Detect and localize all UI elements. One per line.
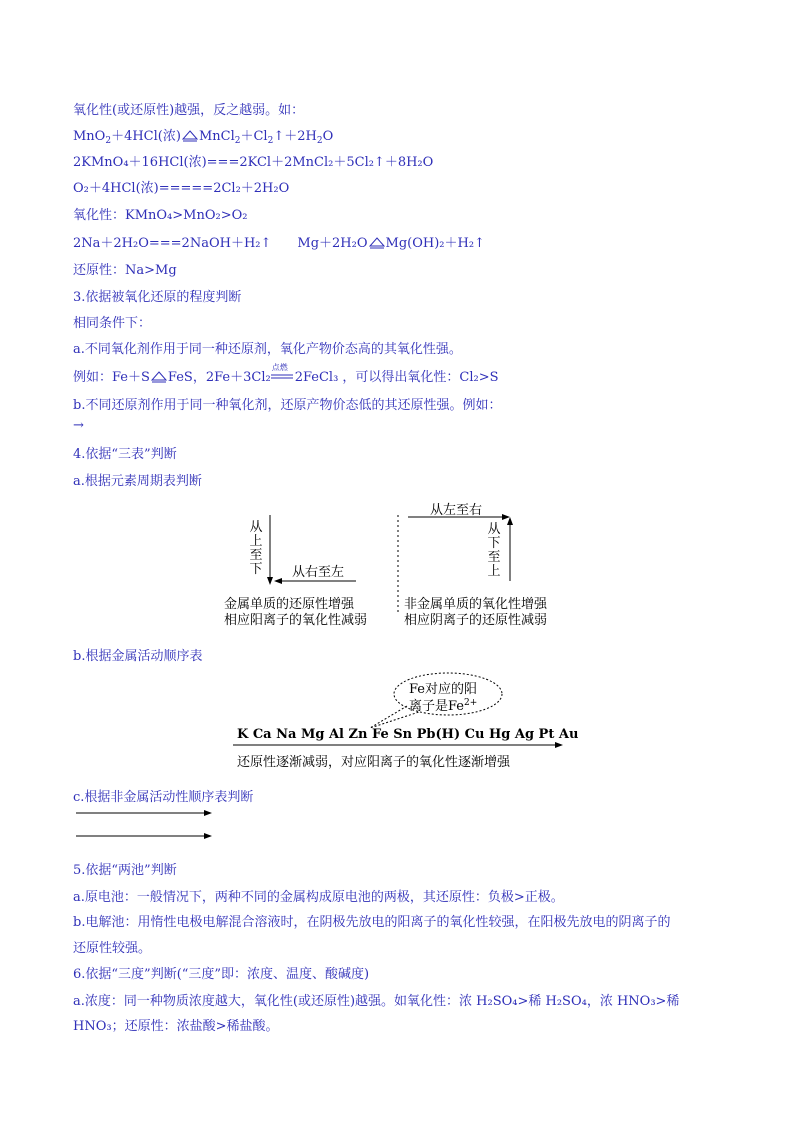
- heading-6: 6.依据“三度”判断(“三度”即：浓度、温度、酸碱度): [73, 967, 370, 982]
- left-vertical-label: 从上至下: [249, 520, 263, 577]
- bubble-line-2: 离子是$Fe^{2+}$: [409, 698, 478, 714]
- point-3a: a.不同氧化剂作用于同一种还原剂，氧化产物价态高的其氧化性强。: [73, 342, 462, 357]
- left-horizontal-label: 从右至左: [292, 565, 345, 580]
- equation-o2-hcl: O₂＋4HCl(浓)=====2Cl₂＋2H₂O: [73, 181, 290, 196]
- point-5b-line-1: b.电解池：用惰性电极电解混合溶液时，在阴极先放电的阳离子的氧化性较强，在阳极先放电的阴离子的: [73, 915, 671, 930]
- point-6a-line-1: a.浓度：同一种物质浓度越大，氧化性(或还原性)越强。如氧化性：浓 H₂SO₄>稀 H₂SO₄，浓 HNO₃>稀: [73, 994, 680, 1009]
- point-6a-line-2: HNO₃；还原性：浓盐酸>稀盐酸。: [73, 1019, 279, 1034]
- arrow-line: →: [73, 418, 84, 433]
- oxidizing-order: 氧化性：KMnO₄>MnO₂>O₂: [73, 208, 248, 223]
- heading-4: 4.依据“三表”判断: [73, 447, 177, 462]
- example-fe-s-cl2: 例如：Fe＋S FeS，2Fe＋3Cl₂ 点燃 2FeCl₃ ，可以得出氧化性：Cl₂>S: [73, 363, 499, 385]
- metal-series: K Ca Na Mg Al Zn Fe Sn Pb(H) Cu Hg Ag Pt Au: [237, 727, 579, 742]
- heat-triangle-icon: [369, 237, 385, 247]
- right-caption-1: 非金属单质的氧化性增强: [404, 597, 548, 612]
- heat-triangle-icon: [182, 130, 198, 140]
- left-caption-2: 相应阳离子的氧化性减弱: [224, 613, 368, 628]
- heading-3: 3.依据被氧化还原的程度判断: [73, 290, 242, 305]
- right-caption-2: 相应阴离子的还原性减弱: [404, 613, 548, 628]
- same-conditions: 相同条件下：: [73, 316, 152, 331]
- metal-series-caption: 还原性逐渐减弱，对应阳离子的氧化性逐渐增强: [237, 755, 511, 770]
- heading-5: 5.依据“两池”判断: [73, 863, 177, 878]
- metal-series-diagram: [225, 672, 585, 776]
- equation-kmno4-hcl: 2KMnO₄＋16HCl(浓)===2KCl＋2MnCl₂＋5Cl₂↑＋8H₂O: [73, 155, 434, 170]
- left-caption-1: 金属单质的还原性增强: [224, 597, 355, 612]
- point-5a: a.原电池：一般情况下，两种不同的金属构成原电池的两极，其还原性：负极>正极。: [73, 890, 564, 905]
- point-3b: b.不同还原剂作用于同一种氧化剂，还原产物价态低的其还原性强。例如：: [73, 398, 502, 413]
- ignite-condition: 点燃: [271, 363, 288, 372]
- bubble-line-1: Fe对应的阳: [409, 682, 478, 697]
- point-4a: a.根据元素周期表判断: [73, 474, 202, 489]
- right-horizontal-label: 从左至右: [430, 503, 483, 518]
- right-vertical-label: 从下至上: [487, 522, 501, 579]
- equation-mno2-hcl: MnO$_2$＋4HCl(浓) $MnCl_2+Cl_2↑+2H_2O$: [73, 129, 334, 146]
- heat-triangle-icon: [151, 371, 167, 381]
- point-4b: b.根据金属活动顺序表: [73, 649, 203, 664]
- reducing-order: 还原性：Na>Mg: [73, 263, 177, 278]
- intro-line: 氧化性(或还原性)越强，反之越弱。如：: [73, 103, 305, 118]
- nonmetal-arrows: [76, 806, 216, 842]
- periodic-trend-diagram: [220, 495, 590, 630]
- equation-na-mg-water: 2Na＋2H₂O===2NaOH＋H₂↑ Mg＋2H₂O Mg(OH)₂＋H₂↑: [73, 236, 485, 251]
- point-5b-line-2: 还原性较强。: [73, 941, 152, 956]
- point-4c: c.根据非金属活动性顺序表判断: [73, 790, 254, 805]
